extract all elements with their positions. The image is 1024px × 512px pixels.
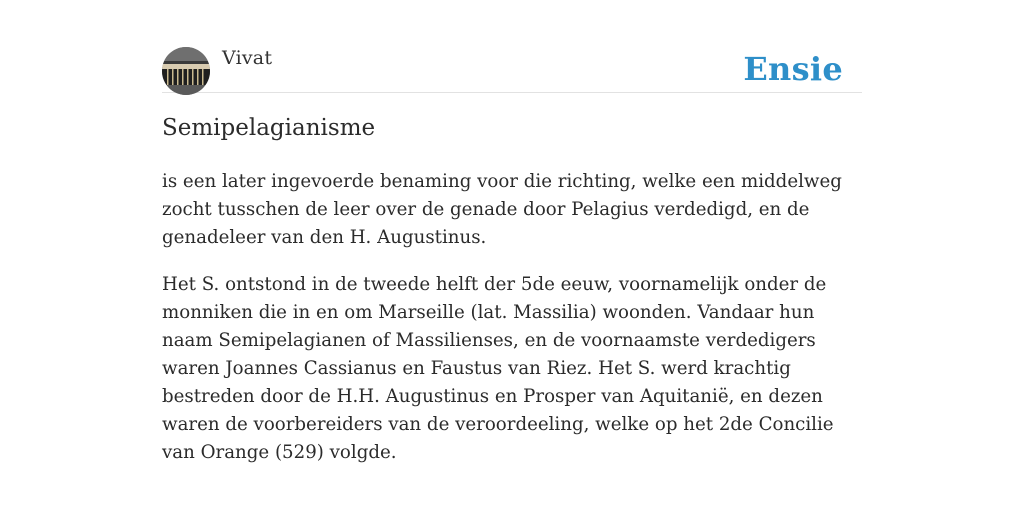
source-avatar[interactable]: [162, 47, 210, 95]
source-name[interactable]: Vivat: [222, 47, 273, 69]
book-spines-icon: [162, 47, 210, 95]
header: [162, 46, 862, 93]
article-paragraph-2: Het S. ontstond in de tweede helft der 5de eeuw, voornamelijk onder de monniken die in en om Marseille (lat. Massilia) woonden. Vandaar hun naam Semipelagianen of Massilienses, en de voornaamste verdedigers waren Joannes Cassianus en Faustus van Riez. Het S. werd krachtig bestreden door de H.H. Augustinus en Prosper van Aquitanië, en dezen waren de voorbereiders van de veroordeeling, welke op het 2de Concilie van Orange (529) volgde.: [162, 274, 834, 463]
page-title: Semipelagianisme: [162, 115, 376, 141]
article-paragraph-1: is een later ingevoerde benaming voor die richting, welke een middelweg zocht tusschen de leer over de genade door Pelagius verdedigd, en de genadeleer van den H. Augustinus.: [162, 171, 842, 248]
brand-logo[interactable]: Ensie: [743, 50, 843, 88]
